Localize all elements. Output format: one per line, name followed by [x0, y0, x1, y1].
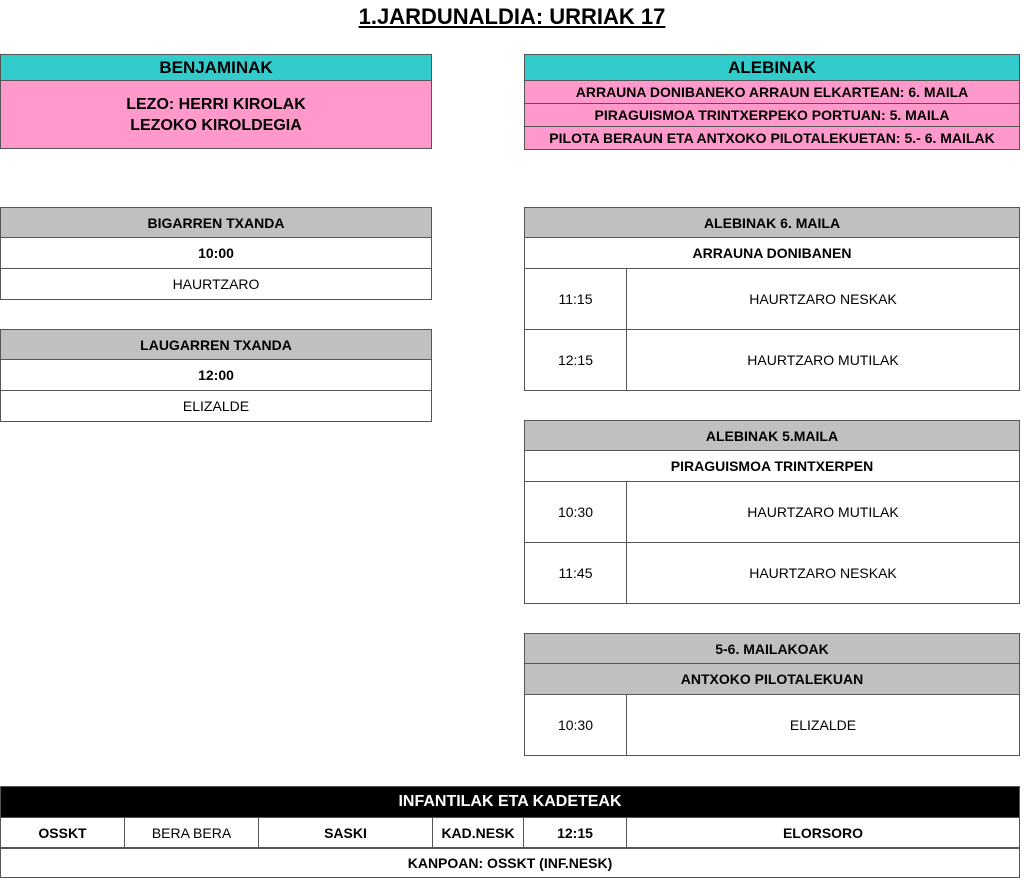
group-place: ANTXOKO PILOTALEKUAN: [524, 664, 1020, 695]
benjaminak-header: BENJAMINAK: [0, 54, 432, 81]
table-cell: SASKI: [259, 818, 433, 848]
group-header: ALEBINAK 5.MAILA: [524, 420, 1020, 451]
benjaminak-line1: LEZO: HERRI KIROLAK: [126, 95, 306, 113]
group-header: ALEBINAK 6. MAILA: [524, 207, 1020, 238]
table-row: [524, 695, 1020, 756]
table-cell: ELORSORO: [627, 818, 1020, 848]
alebinak-box: [524, 54, 1020, 150]
turn-time: 12:00: [0, 360, 432, 391]
turn-team: HAURTZARO: [0, 269, 432, 300]
alebinak-header: ALEBINAK: [524, 54, 1020, 81]
row-team: HAURTZARO NESKAK: [627, 269, 1020, 330]
group-table: [524, 420, 1020, 604]
row-team: HAURTZARO MUTILAK: [627, 482, 1020, 543]
row-team: HAURTZARO NESKAK: [627, 543, 1020, 604]
turn-time: 10:00: [0, 238, 432, 269]
benjaminak-info: [0, 81, 432, 149]
row-time: 11:15: [524, 269, 627, 330]
turn-table: [0, 329, 432, 422]
alebinak-item: PIRAGUISMOA TRINTXERPEKO PORTUAN: 5. MAILA: [524, 104, 1020, 127]
table-row: [524, 543, 1020, 604]
group-table: [524, 633, 1020, 756]
alebinak-item: PILOTA BERAUN ETA ANTXOKO PILOTALEKUETAN: 5.- 6. MAILAK: [524, 127, 1020, 150]
table-cell: 12:15: [524, 818, 627, 848]
row-team: ELIZALDE: [627, 695, 1020, 756]
turn-table: [0, 207, 432, 300]
group-table: [524, 207, 1020, 391]
turn-header: LAUGARREN TXANDA: [0, 329, 432, 360]
table-row: [0, 818, 1020, 848]
benjaminak-line2: LEZOKO KIROLDEGIA: [130, 116, 302, 134]
turn-team: ELIZALDE: [0, 391, 432, 422]
table-row: [524, 330, 1020, 391]
table-cell: OSSKT: [0, 818, 125, 848]
group-place: PIRAGUISMOA TRINTXERPEN: [524, 451, 1020, 482]
row-time: 12:15: [524, 330, 627, 391]
turn-header: BIGARREN TXANDA: [0, 207, 432, 238]
infantilak-footer: KANPOAN: OSSKT (INF.NESK): [0, 848, 1020, 878]
group-place: ARRAUNA DONIBANEN: [524, 238, 1020, 269]
benjaminak-box: [0, 54, 432, 149]
table-cell: KAD.NESK: [433, 818, 524, 848]
row-time: 10:30: [524, 695, 627, 756]
table-cell: BERA BERA: [125, 818, 259, 848]
alebinak-item: ARRAUNA DONIBANEKO ARRAUN ELKARTEAN: 6. MAILA: [524, 81, 1020, 104]
infantilak-table: [0, 786, 1020, 878]
group-header: 5-6. MAILAKOAK: [524, 633, 1020, 664]
table-row: [524, 269, 1020, 330]
row-time: 10:30: [524, 482, 627, 543]
table-row: [524, 482, 1020, 543]
page-title: 1.JARDUNALDIA: URRIAK 17: [358, 4, 666, 29]
row-time: 11:45: [524, 543, 627, 604]
infantilak-header: INFANTILAK ETA KADETEAK: [0, 786, 1020, 818]
row-team: HAURTZARO MUTILAK: [627, 330, 1020, 391]
